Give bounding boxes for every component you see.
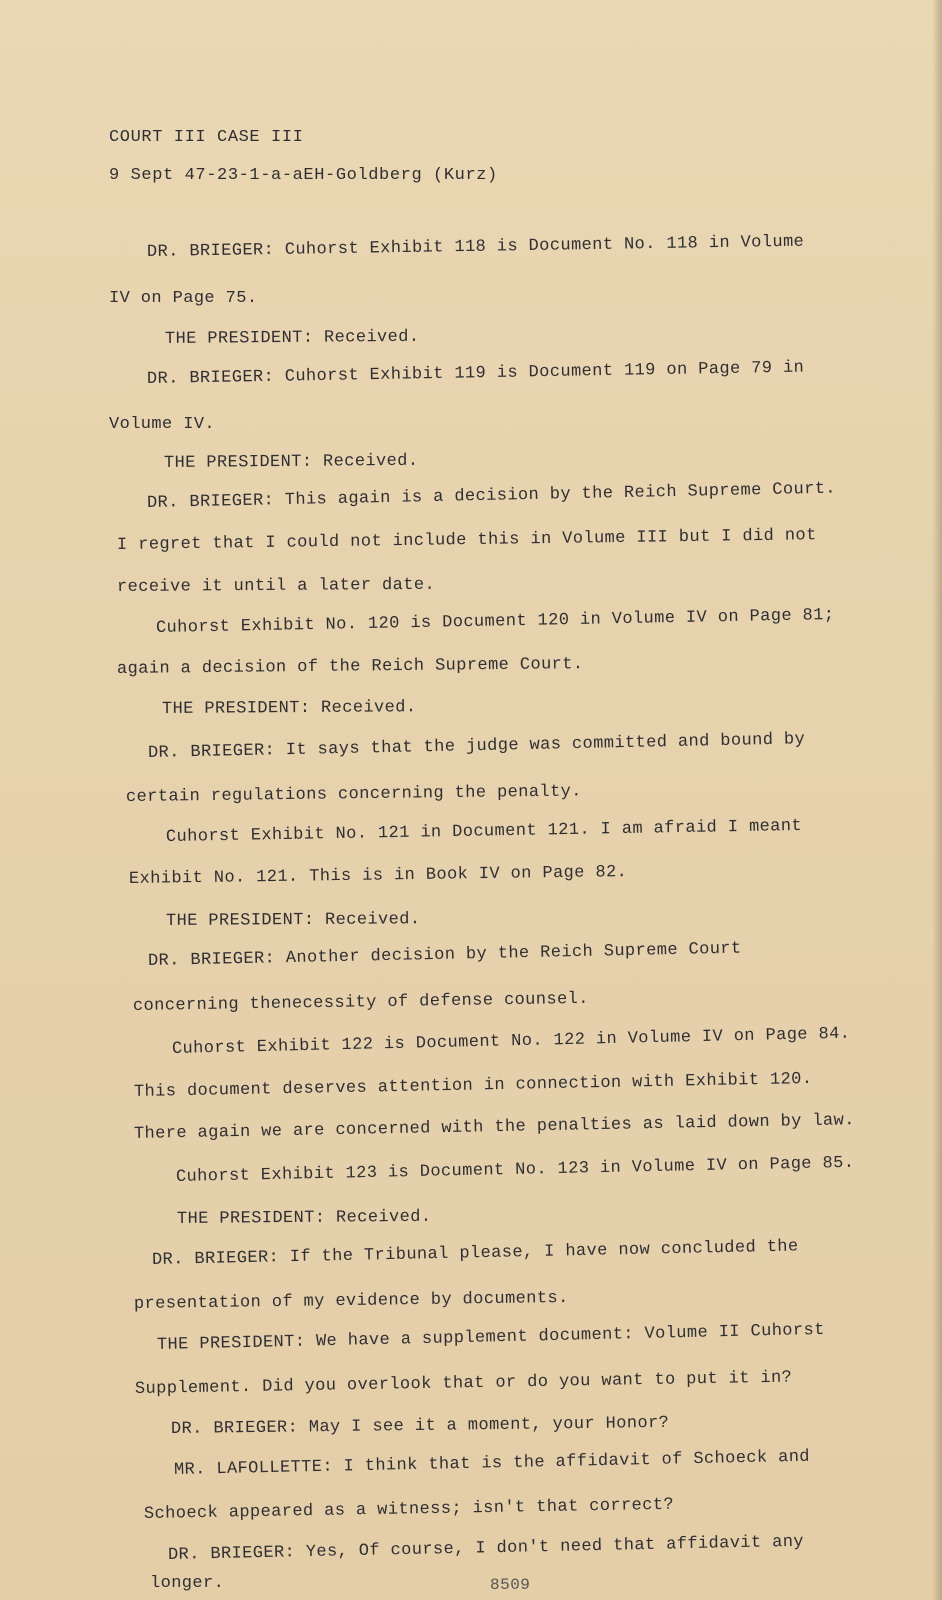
transcript-line: There again we are concerned with the penalties as laid down by law. xyxy=(133,1111,855,1144)
transcript-line: THE PRESIDENT: Received. xyxy=(164,327,420,349)
transcript-line: concerning thenecessity of defense counsel. xyxy=(132,989,589,1016)
transcript-line: DR. BRIEGER: It says that the judge was committed and bound by xyxy=(147,730,806,763)
transcript-line: Cuhorst Exhibit No. 121 in Document 121. I am afraid I meant xyxy=(165,816,803,847)
transcript-line: IV on Page 75. xyxy=(109,289,258,308)
transcript-line: certain regulations concerning the penalty. xyxy=(125,782,582,807)
transcript-line: Exhibit No. 121. This is in Book IV on Page 82. xyxy=(128,863,628,889)
transcript-line: DR. BRIEGER: Cuhorst Exhibit 119 is Document 119 on Page 79 in xyxy=(146,358,805,389)
session-header: 9 Sept 47-23-1-a-aEH-Goldberg (Kurz) xyxy=(109,166,498,185)
transcript-line: Cuhorst Exhibit 123 is Document No. 123 in Volume IV on Page 85. xyxy=(175,1153,855,1187)
transcript-line: DR. BRIEGER: If the Tribunal please, I have now concluded the xyxy=(151,1237,799,1270)
transcript-line: DR. BRIEGER: Yes, Of course, I don't need that affidavit any xyxy=(167,1532,805,1565)
page-number: 8509 xyxy=(490,1576,531,1594)
transcript-line: presentation of my evidence by documents. xyxy=(133,1288,569,1314)
transcript-line: longer. xyxy=(150,1574,225,1593)
transcript-line: receive it until a later date. xyxy=(116,575,436,597)
transcript-line: THE PRESIDENT: Received. xyxy=(161,698,417,719)
transcript-line: Cuhorst Exhibit 122 is Document No. 122 in Volume IV on Page 84. xyxy=(171,1024,851,1059)
transcript-line: again a decision of the Reich Supreme Court. xyxy=(116,655,584,679)
transcript-line: THE PRESIDENT: We have a supplement document: Volume II Cuhorst xyxy=(156,1320,825,1355)
transcript-line: Schoeck appeared as a witness; isn't that correct? xyxy=(143,1495,675,1524)
transcript-line: DR. BRIEGER: This again is a decision by the Reich Supreme Court. xyxy=(146,479,837,513)
transcript-line: Volume IV. xyxy=(109,415,216,434)
court-case-header: COURT III CASE III xyxy=(109,128,304,147)
transcript-line: Cuhorst Exhibit No. 120 is Document 120 in Volume IV on Page 81; xyxy=(155,605,835,638)
page-edge-shadow xyxy=(932,0,942,1600)
transcript-line: I regret that I could not include this in Volume III but I did not xyxy=(116,526,817,555)
transcript-line: This document deserves attention in connection with Exhibit 120. xyxy=(133,1069,813,1102)
transcript-line: THE PRESIDENT: Received. xyxy=(165,910,421,931)
transcript-line: MR. LAFOLLETTE: I think that is the affidavit of Schoeck and xyxy=(173,1447,811,1480)
transcript-line: THE PRESIDENT: Received. xyxy=(176,1207,432,1229)
transcript-line: Supplement. Did you overlook that or do you want to put it in? xyxy=(134,1368,793,1399)
transcript-line: DR. BRIEGER: Cuhorst Exhibit 118 is Document No. 118 in Volume xyxy=(146,232,805,262)
transcript-line: DR. BRIEGER: May I see it a moment, your Honor? xyxy=(170,1413,670,1439)
transcript-line: THE PRESIDENT: Received. xyxy=(163,451,419,473)
transcript-line: DR. BRIEGER: Another decision by the Reich Supreme Court xyxy=(147,939,742,971)
